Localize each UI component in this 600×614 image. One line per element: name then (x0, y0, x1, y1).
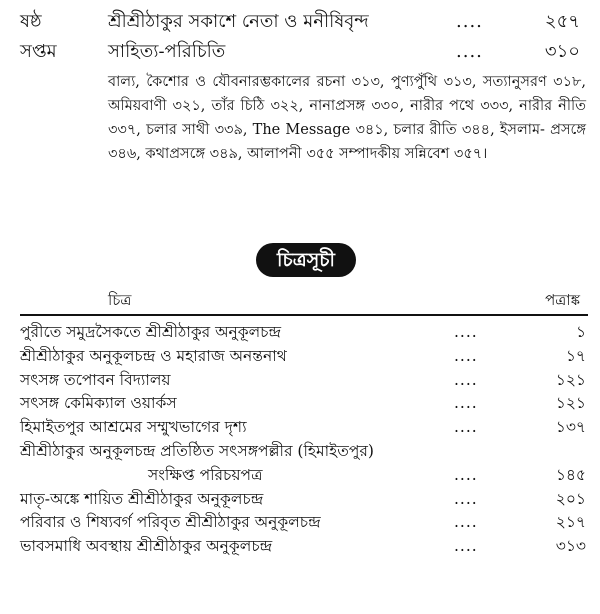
list-item (20, 511, 586, 535)
leader-dots: .... (454, 346, 478, 365)
leader-dots: .... (454, 513, 478, 532)
illustration-page: ১২১ (555, 370, 586, 389)
chapter-page: ২৫৭ (544, 11, 580, 32)
summary-line: সন্নিবেশ ৩৫৭। (404, 146, 488, 162)
illustration-page: ১৪৫ (555, 465, 586, 484)
list-item (20, 345, 586, 369)
illustration-page: ১ (575, 323, 586, 341)
list-item (20, 464, 586, 488)
illustration-title: হিমাইতপুর আশ্রমের সম্মুখভাগের দৃশ্য (20, 418, 247, 437)
leader-dots: .... (454, 465, 478, 484)
illustration-title: পুরীতে সমুদ্রসৈকতে শ্রীশ্রীঠাকুর অনুকূলচন্দ্র (20, 323, 282, 341)
illustration-title: মাতৃ-অঙ্কে শায়িত শ্রীশ্রীঠাকুর অনুকূলচন্দ্র (20, 489, 264, 508)
illustration-page: ২০১ (555, 489, 586, 508)
chapter-summary (108, 70, 586, 166)
chapter-number: ষষ্ঠ (20, 11, 42, 32)
illustration-page: ১৭ (565, 346, 586, 365)
column-header-title: চিত্র (108, 291, 132, 309)
chapter-row (0, 38, 600, 66)
list-item (20, 488, 586, 512)
summary-line: ৩৩০, নারীর পথে ৩৩৩, নারীর নীতি ৩৩৭, চলার সাথী (108, 98, 586, 138)
chapter-title: শ্রীশ্রীঠাকুর সকাশে নেতা ও মনীষিবৃন্দ (108, 11, 369, 32)
illustration-title: পরিবার ও শিষ্যবর্গ পরিবৃত শ্রীশ্রীঠাকুর অনুকূলচন্দ্র (20, 513, 321, 532)
illustration-page: ৩১৩ (555, 537, 586, 556)
list-item (20, 321, 586, 345)
leader-dots: .... (454, 489, 478, 508)
illustrations-heading: চিত্রসূচী (256, 243, 356, 277)
leader-dots: .... (456, 11, 483, 32)
list-item (20, 535, 586, 559)
chapter-title: সাহিত্য-পরিচিতি (108, 41, 226, 62)
illustration-page: ১৩৭ (555, 418, 586, 437)
chapter-row (0, 8, 600, 36)
header-divider (20, 314, 588, 316)
summary-line: প্রসঙ্গে ৩৪৬, কথাপ্রসঙ্গে ৩৪৯, আলাপনী ৩৫৫ সম্পাদকীয় (108, 122, 586, 162)
list-item (20, 392, 586, 416)
chapter-number: সপ্তম (20, 41, 57, 62)
leader-dots: .... (454, 323, 478, 341)
illustration-title: সৎসঙ্গ তপোবন বিদ্যালয় (20, 370, 171, 389)
illustration-page: ১২১ (555, 394, 586, 413)
illustration-page: ২১৭ (555, 513, 586, 532)
illustration-title: সংক্ষিপ্ত পরিচয়পত্র (148, 465, 263, 484)
illustration-title: ভাবসমাধি অবস্থায় শ্রীশ্রীঠাকুর অনুকূলচন্দ্র (20, 537, 273, 556)
list-item (20, 416, 586, 440)
chapter-page: ৩১০ (544, 41, 580, 62)
illustration-title: শ্রীশ্রীঠাকুর অনুকূলচন্দ্র ও মহারাজ অনন্তনাথ (20, 346, 287, 365)
leader-dots: .... (454, 370, 478, 389)
summary-line: সত্যানুসরণ ৩১৮, অমিয়বাণী ৩২১, তাঁর চিঠি ৩২২, নানাপ্রসঙ্গ (108, 74, 586, 114)
summary-line: বাল্য, কৈশোর ও যৌবনারম্ভকালের রচনা ৩১৩, পুণ্যপুঁথি ৩১৩, (108, 74, 477, 90)
leader-dots: .... (456, 41, 483, 62)
illustrations-list (20, 321, 586, 559)
list-item (20, 440, 586, 464)
list-item (20, 369, 586, 393)
summary-line: ৩৩৯, The Message ৩৪১, চলার রীতি ৩৪৪, ইসলাম- (214, 122, 545, 138)
column-header-page: পত্রাঙ্ক (545, 291, 580, 309)
leader-dots: .... (454, 418, 478, 437)
illustration-title: সৎসঙ্গ কেমিক্যাল ওয়ার্কস (20, 394, 177, 413)
leader-dots: .... (454, 394, 478, 413)
illustration-title: শ্রীশ্রীঠাকুর অনুকূলচন্দ্র প্রতিষ্ঠিত সৎসঙ্গপল্লীর (হিমাইতপুর) (20, 441, 374, 460)
leader-dots: .... (454, 537, 478, 556)
